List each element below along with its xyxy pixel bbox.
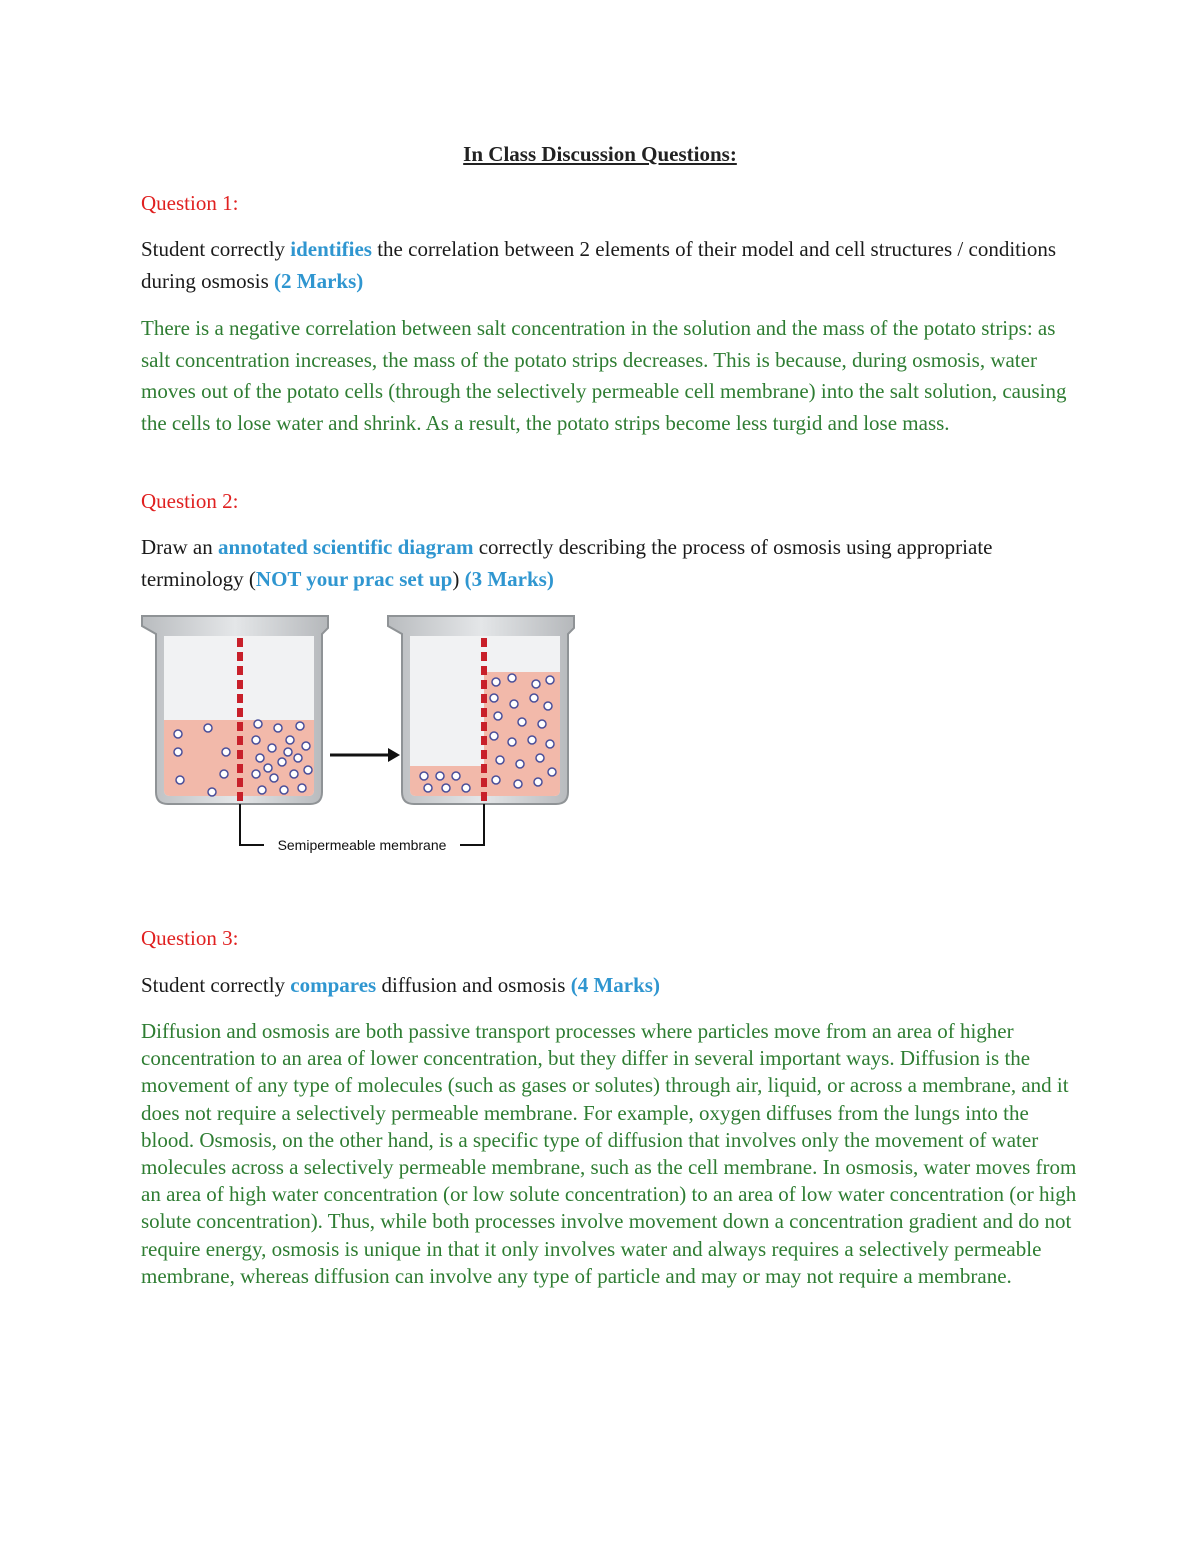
membrane-segment [481, 792, 487, 801]
q3-keyword: compares [290, 973, 377, 997]
solute-particle [494, 712, 502, 720]
solute-particle [546, 740, 554, 748]
solute-particle [174, 730, 182, 738]
solute-particle [452, 772, 460, 780]
solute-particle [284, 748, 292, 756]
membrane-segment [237, 792, 243, 801]
question-2-label: Question 2: [141, 489, 239, 513]
membrane-segment [237, 750, 243, 759]
solute-particle [516, 760, 524, 768]
solute-particle [254, 720, 262, 728]
membrane-segment [237, 722, 243, 731]
question-3-prompt [141, 970, 1071, 1002]
membrane-segment [481, 694, 487, 703]
solute-particle [252, 736, 260, 744]
question-3-label: Question 3: [141, 926, 239, 950]
page-title: In Class Discussion Questions: [463, 142, 737, 166]
solute-particle [424, 784, 432, 792]
solute-particle [508, 674, 516, 682]
solute-particle [220, 770, 228, 778]
solute-particle [528, 736, 536, 744]
solute-particle [208, 788, 216, 796]
membrane-segment [481, 750, 487, 759]
solute-particle [492, 776, 500, 784]
solute-particle [304, 766, 312, 774]
q2-prompt-text: correctly describing the process of osmosis using appropriate terminology ( [141, 535, 993, 591]
membrane-segment [237, 652, 243, 661]
solute-particle [252, 770, 260, 778]
solute-particle [514, 780, 522, 788]
solute-particle [442, 784, 450, 792]
solute-particle [264, 764, 272, 772]
membrane-segment [237, 708, 243, 717]
solute-particle [268, 744, 276, 752]
membrane-segment [481, 722, 487, 731]
solute-particle [274, 724, 282, 732]
solute-particle [420, 772, 428, 780]
membrane-segment [481, 708, 487, 717]
question-1-answer: There is a negative correlation between salt concentration in the solution and the mass of the potato strips: as salt concentration increases, the mass of the potato strips decreases. This is because, during osmosis, water moves out of the potato cells (through the selectively permeable cell membrane) into the salt solution, causing the cells to lose water and shrink. As a result, the potato strips become less turgid and lose mass. [141, 316, 1067, 435]
solute-particle [436, 772, 444, 780]
question-1-label: Question 1: [141, 191, 239, 215]
membrane-segment [481, 638, 487, 647]
membrane-segment [237, 638, 243, 647]
question-3-answer: Diffusion and osmosis are both passive transport processes where particles move from an area of higher concentration to an area of lower concentration, but they differ in several important ways. Diffusion is the movement of any type of molecules (such as gases or solutes) through air, liquid, or across a membrane, and it does not require a selectively permeable membrane. For example, oxygen diffuses from the lungs into the blood. Osmosis, on the other hand, is a specific type of diffusion that involves only the movement of water molecules across a selectively permeable membrane, such as the cell membrane. In osmosis, water moves from an area of high water concentration (or low solute concentration) to an area of low water concentration (or high solute concentration). Thus, while both processes involve movement down a concentration gradient and do not require energy, osmosis is unique in that it only involves water and always requires a selectively permeable membrane, whereas diffusion can involve any type of particle and may or may not require a membrane. [141, 1019, 1077, 1288]
solute-particle [490, 732, 498, 740]
q2-emphasis: NOT your prac set up [255, 566, 453, 591]
osmosis-diagram [138, 612, 588, 862]
membrane-label: Semipermeable membrane [277, 837, 447, 853]
q1-marks: (2 Marks) [274, 268, 364, 293]
solute-particle [278, 758, 286, 766]
question-2-prompt [141, 532, 1071, 595]
q2-marks: (3 Marks) [464, 566, 554, 591]
membrane-label-bracket [240, 804, 484, 853]
membrane-segment [237, 694, 243, 703]
solute-particle [518, 718, 526, 726]
membrane-segment [237, 736, 243, 745]
solute-particle [534, 778, 542, 786]
solute-particle [222, 748, 230, 756]
q2-keyword: annotated scientific diagram [217, 535, 474, 559]
membrane-segment [481, 764, 487, 773]
solute-particle [492, 678, 500, 686]
solute-particle [294, 754, 302, 762]
solute-particle [490, 694, 498, 702]
membrane-segment [481, 652, 487, 661]
solute-particle [538, 720, 546, 728]
solute-particle [548, 768, 556, 776]
solute-particle [508, 738, 516, 746]
q1-prompt-text: the correlation between 2 elements of their model and cell structures / conditions during osmosis [141, 237, 1056, 293]
solute-particle [256, 754, 264, 762]
solute-particle [536, 754, 544, 762]
solute-particle [298, 784, 306, 792]
q3-prompt-text: Student correctly [141, 973, 291, 997]
membrane-segment [237, 764, 243, 773]
question-1-prompt [141, 234, 1071, 297]
beaker-after [388, 616, 574, 804]
membrane-segment [237, 680, 243, 689]
solute-particle [496, 756, 504, 764]
membrane-segment [237, 778, 243, 787]
solute-particle [176, 776, 184, 784]
process-arrow-icon [330, 748, 400, 762]
solute-particle [258, 786, 266, 794]
solute-particle [174, 748, 182, 756]
membrane-segment [481, 778, 487, 787]
membrane-segment [481, 736, 487, 745]
solute-particle [286, 736, 294, 744]
solute-particle [204, 724, 212, 732]
solute-particle [280, 786, 288, 794]
solute-particle [296, 722, 304, 730]
solute-particle [290, 770, 298, 778]
q1-prompt-text: Student correctly [141, 237, 291, 261]
q2-prompt-text: Draw an [141, 535, 218, 559]
q1-keyword: identifies [290, 237, 372, 261]
solute-particle [546, 676, 554, 684]
solute-particle [530, 694, 538, 702]
q3-prompt-text: diffusion and osmosis [376, 973, 571, 997]
solute-particle [302, 742, 310, 750]
solute-particle [510, 700, 518, 708]
membrane-segment [237, 666, 243, 675]
membrane-segment [481, 680, 487, 689]
membrane-segment [481, 666, 487, 675]
solute-particle [544, 702, 552, 710]
beaker-before [142, 616, 328, 804]
solute-particle [532, 680, 540, 688]
q3-marks: (4 Marks) [570, 973, 660, 997]
q2-prompt-text: ) [452, 566, 465, 591]
solute-particle [270, 774, 278, 782]
solute-particle [462, 784, 470, 792]
